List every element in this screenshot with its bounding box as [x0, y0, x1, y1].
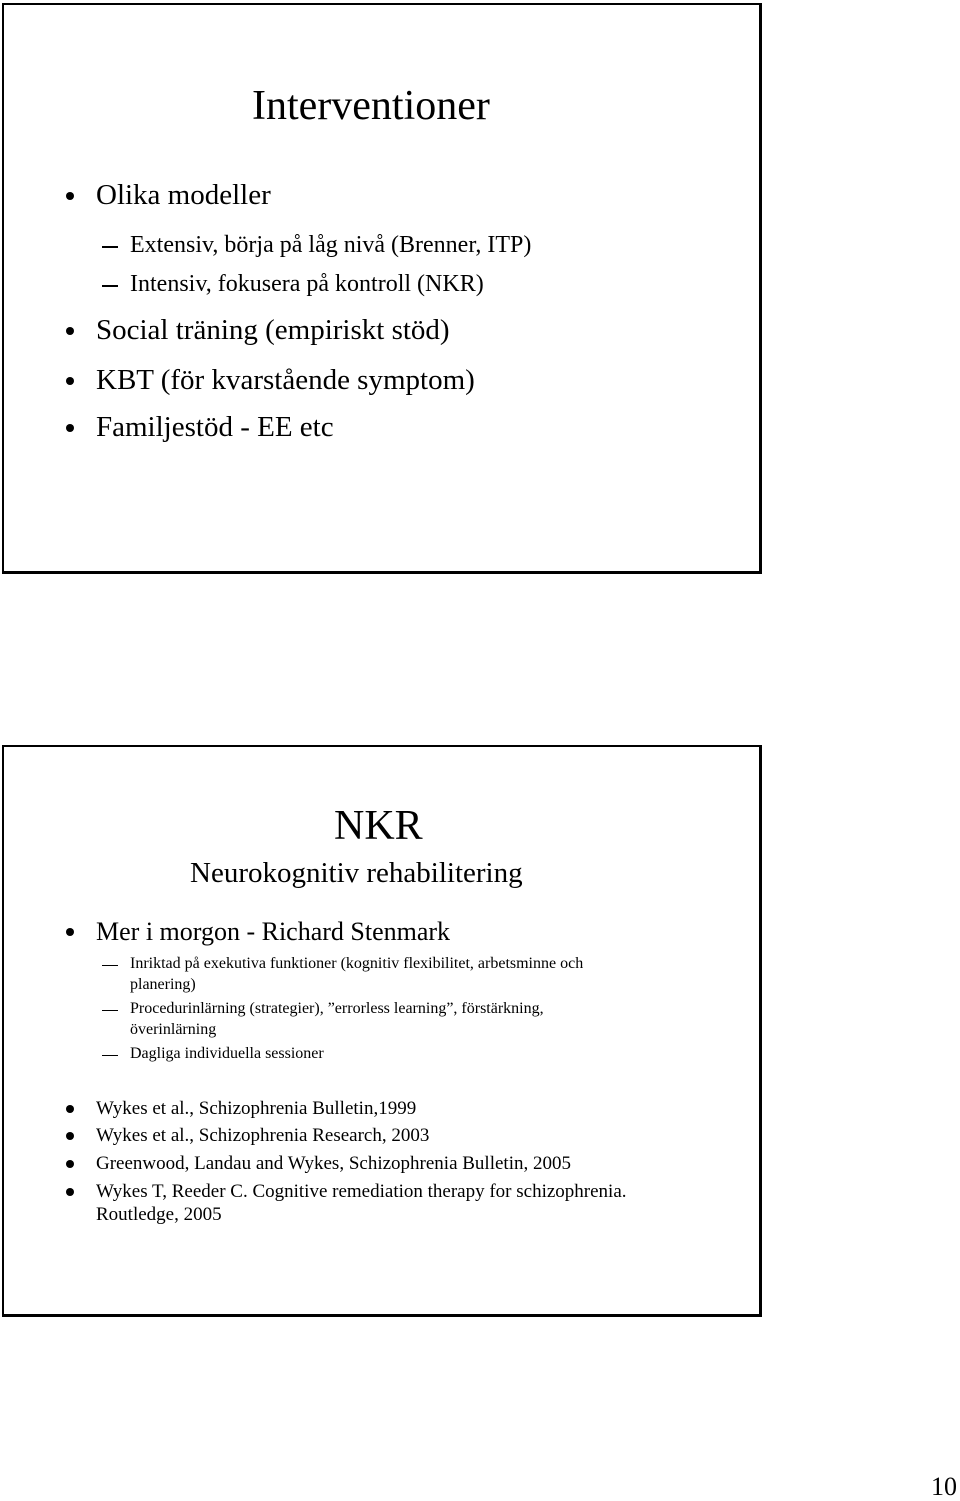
reference-item: Greenwood, Landau and Wykes, Schizophrenia Bulletin, 2005	[96, 1153, 571, 1174]
slide-interventioner	[2, 3, 762, 574]
sub-bullet-continuation: överinlärning	[130, 1021, 217, 1038]
bullet-item: Social träning (empiriskt stöd)	[96, 314, 450, 346]
sub-bullet-item: Dagliga individuella sessioner	[130, 1045, 324, 1062]
reference-item: Wykes et al., Schizophrenia Bulletin,1999	[96, 1098, 417, 1119]
reference-item: Wykes T, Reeder C. Cognitive remediation therapy for schizophrenia.	[96, 1181, 627, 1202]
sub-bullet-item: Intensiv, fokusera på kontroll (NKR)	[130, 271, 484, 297]
sub-bullet-item: Extensiv, börja på låg nivå (Brenner, ITP)	[130, 232, 532, 258]
bullet-item: KBT (för kvarstående symptom)	[96, 364, 475, 396]
sub-bullet-continuation: planering)	[130, 976, 196, 993]
sub-bullet-item: Inriktad på exekutiva funktioner (kognitiv flexibilitet, arbetsminne och	[130, 955, 584, 972]
slide-subtitle: Neurokognitiv rehabilitering	[190, 857, 523, 889]
slide-nkr	[2, 745, 762, 1317]
slide-title: Interventioner	[252, 83, 490, 129]
bullet-item: Mer i morgon - Richard Stenmark	[96, 917, 451, 946]
slide-title: NKR	[334, 803, 423, 849]
reference-continuation: Routledge, 2005	[96, 1204, 222, 1225]
sub-bullet-item: Procedurinlärning (strategier), ”errorless learning”, förstärkning,	[130, 1000, 544, 1017]
page-number: 10	[931, 1472, 957, 1501]
bullet-item: Olika modeller	[96, 179, 271, 211]
bullet-item: Familjestöd - EE etc	[96, 411, 334, 443]
reference-item: Wykes et al., Schizophrenia Research, 2003	[96, 1125, 430, 1146]
